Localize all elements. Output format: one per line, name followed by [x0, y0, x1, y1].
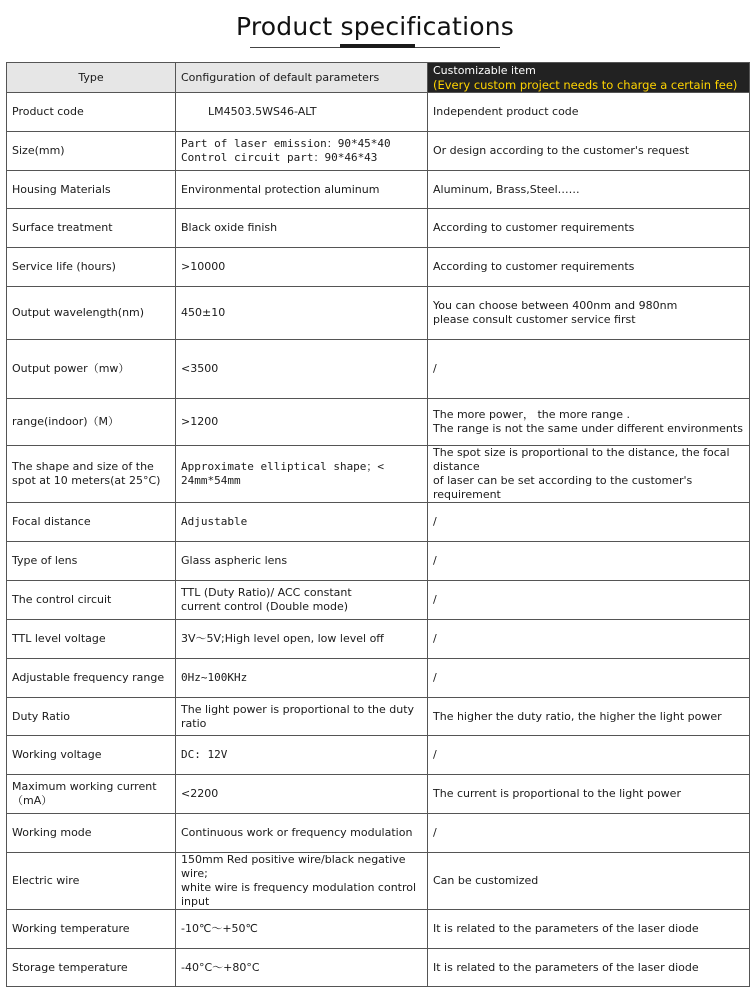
custom-cell: [428, 659, 750, 698]
type-cell: [7, 659, 176, 698]
table-row: [7, 542, 750, 581]
type-text: Output power（mw）: [12, 362, 130, 375]
spec-table: [6, 62, 750, 987]
header-custom: [428, 63, 750, 93]
table-row: [7, 503, 750, 542]
type-text: Electric wire: [12, 874, 80, 887]
type-text: The shape and size of the: [12, 460, 154, 473]
config-cell: [176, 248, 428, 287]
config-cell: [176, 287, 428, 340]
custom-text: please consult customer service first: [433, 313, 636, 326]
custom-text: It is related to the parameters of the laser diode: [433, 922, 699, 935]
config-text: Black oxide finish: [181, 221, 278, 234]
custom-text: /: [433, 748, 437, 761]
table-row: [7, 736, 750, 775]
type-cell: [7, 248, 176, 287]
custom-text: /: [433, 554, 437, 567]
header-custom-note: (Every custom project needs to charge a certain fee): [433, 77, 738, 92]
type-text: Working voltage: [12, 748, 102, 761]
custom-text: According to customer requirements: [433, 221, 635, 234]
custom-text: The higher the duty ratio, the higher the light power: [433, 709, 722, 723]
type-text: Output wavelength(nm): [12, 306, 145, 319]
config-cell: [176, 93, 428, 132]
table-row: [7, 698, 750, 736]
config-cell: [176, 446, 428, 503]
type-cell: [7, 853, 176, 910]
custom-cell: [428, 287, 750, 340]
custom-cell: [428, 581, 750, 620]
custom-cell: [428, 399, 750, 446]
custom-text: The more power， the more range .: [433, 408, 630, 421]
custom-cell: [428, 171, 750, 209]
config-cell: [176, 581, 428, 620]
config-text: >1200: [181, 415, 219, 428]
table-row: [7, 949, 750, 987]
custom-cell: [428, 910, 750, 949]
table-row: [7, 209, 750, 248]
table-row: [7, 287, 750, 340]
type-text: Size(mm): [12, 144, 65, 157]
type-text: Product code: [12, 105, 84, 118]
table-row: [7, 399, 750, 446]
type-text: Storage temperature: [12, 960, 128, 974]
config-text: LM4503.5WS46-ALT: [208, 105, 317, 118]
config-cell: [176, 814, 428, 853]
title-area: [0, 0, 750, 62]
config-cell: [176, 503, 428, 542]
table-row: [7, 775, 750, 814]
type-text: Type of lens: [12, 554, 78, 567]
type-cell: [7, 620, 176, 659]
config-text: Environmental protection aluminum: [181, 182, 380, 196]
header-custom-label: Customizable item: [433, 63, 536, 77]
type-cell: [7, 814, 176, 853]
config-text: 0Hz~100KHz: [181, 671, 248, 684]
custom-cell: [428, 340, 750, 399]
type-text: Adjustable frequency range: [12, 671, 165, 684]
type-text: Service life (hours): [12, 260, 116, 273]
type-cell: [7, 209, 176, 248]
custom-cell: [428, 93, 750, 132]
custom-text: You can choose between 400nm and 980nm: [433, 299, 678, 312]
custom-cell: [428, 248, 750, 287]
type-cell: [7, 698, 176, 736]
type-cell: [7, 446, 176, 503]
config-text: Control circuit part：90*46*43: [181, 151, 378, 164]
header-config: Configuration of default parameters: [176, 63, 428, 93]
config-cell: [176, 949, 428, 987]
custom-cell: [428, 620, 750, 659]
config-text: <2200: [181, 787, 219, 800]
config-text: Approximate elliptical shape；< 24mm*54mm: [181, 460, 385, 487]
config-text: 150mm Red positive wire/black negative wire;: [181, 853, 406, 880]
config-cell: [176, 910, 428, 949]
custom-text: The range is not the same under different environments: [433, 422, 743, 435]
custom-text: Independent product code: [433, 105, 579, 118]
type-cell: [7, 287, 176, 340]
config-text: 3V～5V;High level open, low level off: [181, 632, 384, 645]
table-row: [7, 853, 750, 910]
config-text: 450±10: [181, 306, 226, 319]
type-cell: [7, 949, 176, 987]
type-cell: [7, 736, 176, 775]
type-cell: [7, 503, 176, 542]
config-text: -40°C～+80°C: [181, 960, 260, 974]
type-text: range(indoor)（M）: [12, 415, 120, 428]
config-cell: [176, 209, 428, 248]
type-text: Housing Materials: [12, 182, 111, 196]
config-text: >10000: [181, 260, 226, 273]
custom-text: of laser can be set according to the customer's requirement: [433, 474, 693, 501]
config-text: DC: 12V: [181, 748, 228, 761]
type-text: spot at 10 meters(at 25°C): [12, 474, 161, 487]
header-type: Type: [7, 63, 176, 93]
config-cell: [176, 399, 428, 446]
custom-cell: [428, 446, 750, 503]
config-text: TTL (Duty Ratio)/ ACC constant: [181, 586, 352, 599]
config-cell: [176, 620, 428, 659]
config-cell: [176, 132, 428, 171]
custom-text: Aluminum, Brass,Steel……: [433, 182, 580, 196]
type-cell: [7, 132, 176, 171]
table-row: [7, 910, 750, 949]
type-cell: [7, 910, 176, 949]
config-cell: [176, 340, 428, 399]
custom-cell: [428, 814, 750, 853]
custom-cell: [428, 853, 750, 910]
config-cell: [176, 698, 428, 736]
custom-cell: [428, 736, 750, 775]
type-text: Working temperature: [12, 922, 130, 935]
custom-cell: [428, 949, 750, 987]
type-cell: [7, 340, 176, 399]
config-text: <3500: [181, 362, 219, 375]
custom-text: /: [433, 593, 437, 606]
custom-cell: [428, 503, 750, 542]
config-cell: [176, 736, 428, 775]
table-row: [7, 659, 750, 698]
config-text: current control (Double mode): [181, 600, 349, 613]
config-cell: [176, 853, 428, 910]
config-text: The light power is proportional to the duty ratio: [181, 702, 415, 730]
table-row: [7, 814, 750, 853]
custom-text: The current is proportional to the light power: [433, 787, 681, 800]
custom-text: /: [433, 632, 437, 645]
config-cell: [176, 659, 428, 698]
config-cell: [176, 171, 428, 209]
custom-cell: [428, 698, 750, 736]
type-cell: [7, 93, 176, 132]
type-cell: [7, 399, 176, 446]
type-text: Focal distance: [12, 515, 91, 528]
custom-text: According to customer requirements: [433, 260, 635, 273]
custom-text: /: [433, 826, 437, 839]
config-text: Part of laser emission：90*45*40: [181, 137, 391, 150]
table-row: [7, 132, 750, 171]
type-cell: [7, 542, 176, 581]
table-row: [7, 248, 750, 287]
custom-cell: [428, 775, 750, 814]
custom-text: /: [433, 362, 437, 375]
custom-text: Or design according to the customer's request: [433, 144, 690, 157]
config-text: Adjustable: [181, 515, 248, 528]
custom-text: /: [433, 671, 437, 684]
table-row: [7, 581, 750, 620]
custom-cell: [428, 542, 750, 581]
type-text: Duty Ratio: [12, 709, 71, 723]
config-text: white wire is frequency modulation control input: [181, 881, 417, 908]
config-text: -10℃～+50℃: [181, 922, 258, 935]
type-text: Working mode: [12, 826, 92, 839]
type-text: The control circuit: [12, 593, 112, 606]
type-text: Maximum working current（mA）: [12, 780, 157, 807]
table-row: [7, 340, 750, 399]
custom-cell: [428, 209, 750, 248]
table-row: [7, 171, 750, 209]
title-underline: [340, 44, 415, 48]
type-cell: [7, 171, 176, 209]
custom-text: /: [433, 515, 437, 528]
config-cell: [176, 542, 428, 581]
config-text: Continuous work or frequency modulation: [181, 826, 413, 839]
type-cell: [7, 581, 176, 620]
header-row: [7, 63, 750, 93]
type-text: TTL level voltage: [12, 632, 106, 645]
custom-text: It is related to the parameters of the laser diode: [433, 960, 699, 974]
custom-cell: [428, 132, 750, 171]
page-title: Product specifications: [236, 12, 514, 41]
type-text: Surface treatment: [12, 221, 113, 234]
custom-text: The spot size is proportional to the distance, the focal distance: [433, 446, 730, 473]
table-row: [7, 620, 750, 659]
config-cell: [176, 775, 428, 814]
table-row: [7, 446, 750, 503]
custom-text: Can be customized: [433, 874, 539, 887]
config-text: Glass aspheric lens: [181, 554, 288, 567]
type-cell: [7, 775, 176, 814]
table-row: [7, 93, 750, 132]
